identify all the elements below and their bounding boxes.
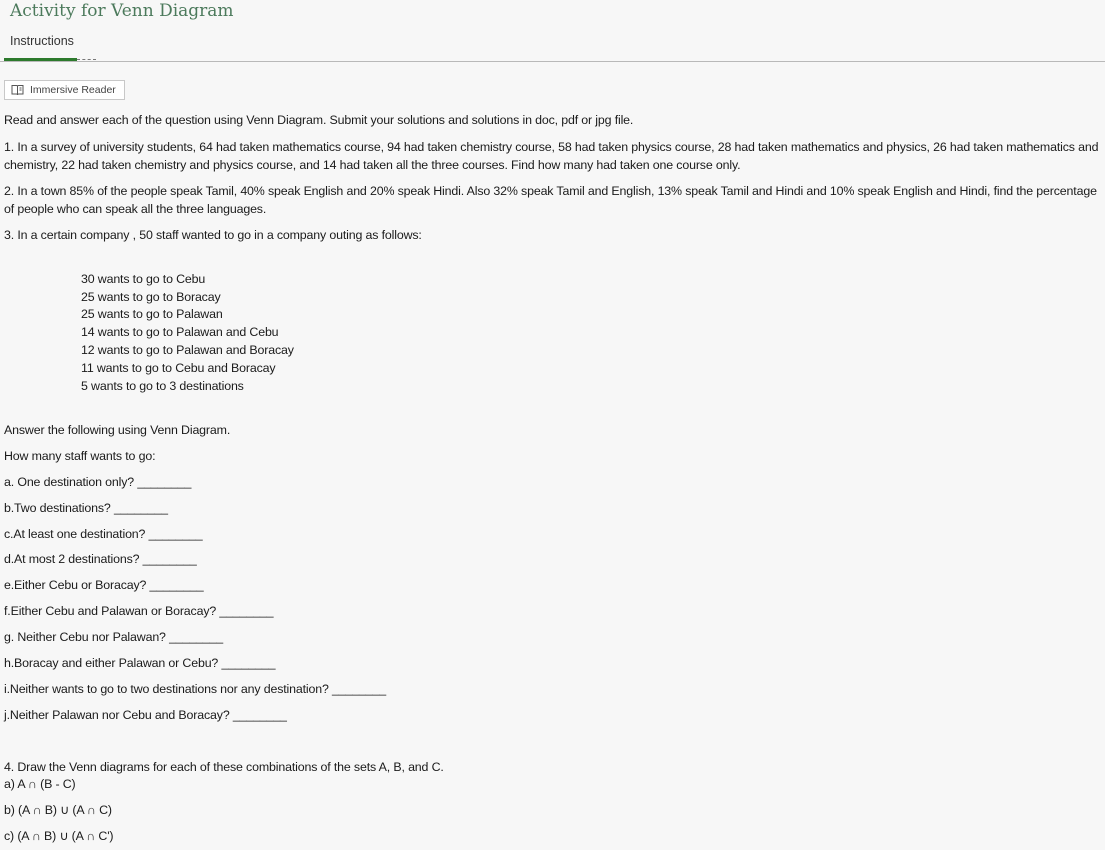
answer-intro: Answer the following using Venn Diagram.: [4, 423, 231, 437]
destination-item: 5 wants to go to 3 destinations: [81, 379, 244, 393]
question-3: 3. In a certain company , 50 staff wanted to go in a company outing as follows:: [4, 228, 422, 242]
intro-text: Read and answer each of the question using Venn Diagram. Submit your solutions and solutions in doc, pdf or jpg file.: [4, 113, 634, 127]
tab-instructions[interactable]: Instructions: [10, 34, 74, 48]
question-4-part: b) (A ∩ B) ∪ (A ∩ C): [4, 803, 112, 817]
sub-question: f.Either Cebu and Palawan or Boracay? ________: [4, 604, 274, 618]
destination-item: 11 wants to go to Cebu and Boracay: [81, 361, 276, 375]
sub-question: b.Two destinations? ________: [4, 501, 168, 515]
sub-question: i.Neither wants to go to two destinations nor any destination? ________: [4, 682, 386, 696]
sub-question: e.Either Cebu or Boracay? ________: [4, 578, 204, 592]
tab-active-indicator: [4, 58, 77, 61]
destination-item: 25 wants to go to Palawan: [81, 307, 223, 321]
sub-question: a. One destination only? ________: [4, 475, 192, 489]
question-4-part: c) (A ∩ B) ∪ (A ∩ C'): [4, 829, 114, 843]
immersive-reader-button[interactable]: [4, 80, 125, 100]
sub-question: h.Boracay and either Palawan or Cebu? ________: [4, 656, 276, 670]
sub-question: j.Neither Palawan nor Cebu and Boracay? ________: [4, 708, 287, 722]
destination-item: 12 wants to go to Palawan and Boracay: [81, 343, 294, 357]
destination-item: 25 wants to go to Boracay: [81, 290, 221, 304]
question-4-part: a) A ∩ (B - C): [4, 777, 76, 791]
how-many-text: How many staff wants to go:: [4, 449, 156, 463]
sub-question: g. Neither Cebu nor Palawan? ________: [4, 630, 224, 644]
immersive-reader-icon: [11, 84, 24, 96]
immersive-reader-label: Immersive Reader: [30, 84, 116, 96]
page-header: [0, 0, 1105, 62]
tab-divider: [77, 59, 96, 60]
question-4: 4. Draw the Venn diagrams for each of these combinations of the sets A, B, and C.: [4, 760, 444, 774]
page-title: Activity for Venn Diagram: [10, 1, 234, 21]
destination-item: 14 wants to go to Palawan and Cebu: [81, 325, 279, 339]
question-2: 2. In a town 85% of the people speak Tamil, 40% speak English and 20% speak Hindi. Also 32% speak Tamil and English, 13% speak Tamil and Hindi and 10% speak English and Hindi, find the percentage of people who can speak all the three languages.: [4, 184, 1097, 216]
destination-item: 30 wants to go to Cebu: [81, 272, 206, 286]
question-1: 1. In a survey of university students, 64 had taken mathematics course, 94 had taken chemistry course, 58 had taken physics course, 28 had taken mathematics and physics, 26 had taken mathematics and chemistry, 22 had taken chemistry and physics course, and 14 had taken all the three courses. Find how many had taken one course only.: [4, 140, 1099, 172]
sub-question: c.At least one destination? ________: [4, 527, 203, 541]
sub-question: d.At most 2 destinations? ________: [4, 552, 197, 566]
